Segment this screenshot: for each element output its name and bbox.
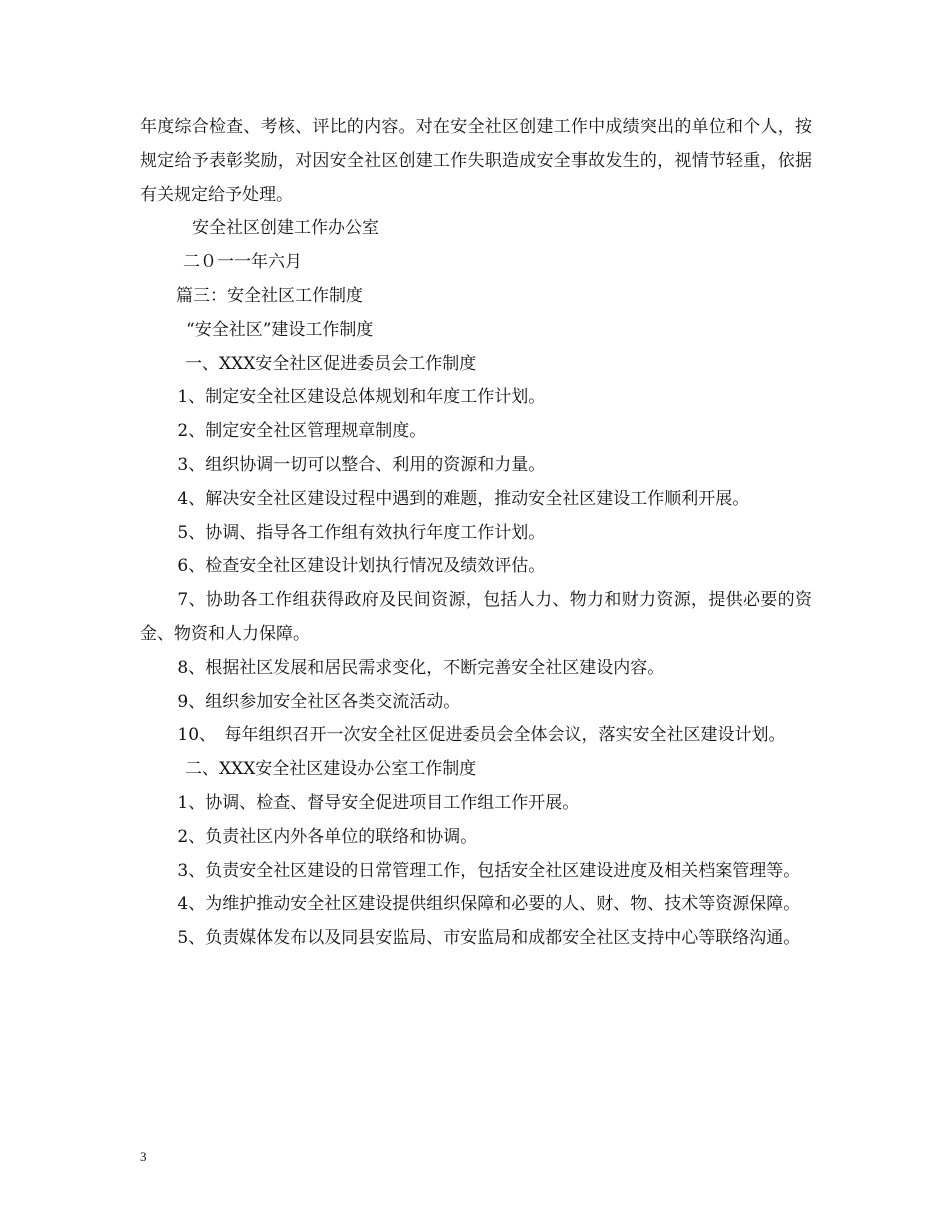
list-item: 10、 每年组织召开一次安全社区促进委员会全体会议，落实安全社区建设计划。: [177, 725, 786, 746]
list-item: 4、解决安全社区建设过程中遇到的难题，推动安全社区建设工作顺利开展。: [177, 488, 750, 509]
page-number: 3: [140, 1149, 147, 1164]
list-item: 5、协调、指导各工作组有效执行年度工作计划。: [177, 522, 546, 543]
list-item: 2、制定安全社区管理规章制度。: [177, 421, 427, 442]
signature-org: 安全社区创建工作办公室: [192, 218, 379, 239]
body-text: [140, 111, 812, 956]
list-item: 3、组织协调一切可以整合、利用的资源和力量。: [177, 454, 546, 475]
list-item: 2、负责社区内外各单位的联络和协调。: [177, 826, 478, 847]
list-item: 3、负责安全社区建设的日常管理工作，包括安全社区建设进度及相关档案管理等。: [177, 860, 801, 881]
list-item: 1、协调、检查、督导安全促进项目工作组工作开展。: [177, 792, 580, 813]
heading-2: 二、XXX安全社区建设办公室工作制度: [185, 759, 477, 780]
list-item: 7、协助各工作组获得政府及民间资源，包括人力、物力和财力资源，提供必要的资金、物资和人力保障。: [140, 590, 812, 644]
paragraph-intro: 年度综合检查、考核、评比的内容。对在安全社区创建工作中成绩突出的单位和个人，按规定给予表彰奖励，对因安全社区创建工作失职造成安全事故发生的，视情节轻重，依据有关规定给予处理。: [140, 117, 812, 205]
list-item: 9、组织参加安全社区各类交流活动。: [177, 691, 461, 712]
document-title: “安全社区”建设工作制度: [186, 319, 374, 340]
list-item: 6、检查安全社区建设计划执行情况及绩效评估。: [177, 556, 546, 577]
section-heading: 篇三：安全社区工作制度: [176, 285, 363, 306]
heading-1: 一、XXX安全社区促进委员会工作制度: [185, 353, 477, 374]
list-item: 1、制定安全社区建设总体规划和年度工作计划。: [177, 387, 546, 408]
signature-date: 二０一一年六月: [183, 252, 302, 273]
list-item: 5、负责媒体发布以及同县安监局、市安监局和成都安全社区支持中心等联络沟通。: [177, 928, 801, 949]
list-item: 4、为维护推动安全社区建设提供组织保障和必要的人、财、物、技术等资源保障。: [177, 894, 801, 915]
list-item: 8、根据社区发展和居民需求变化，不断完善安全社区建设内容。: [177, 657, 665, 678]
